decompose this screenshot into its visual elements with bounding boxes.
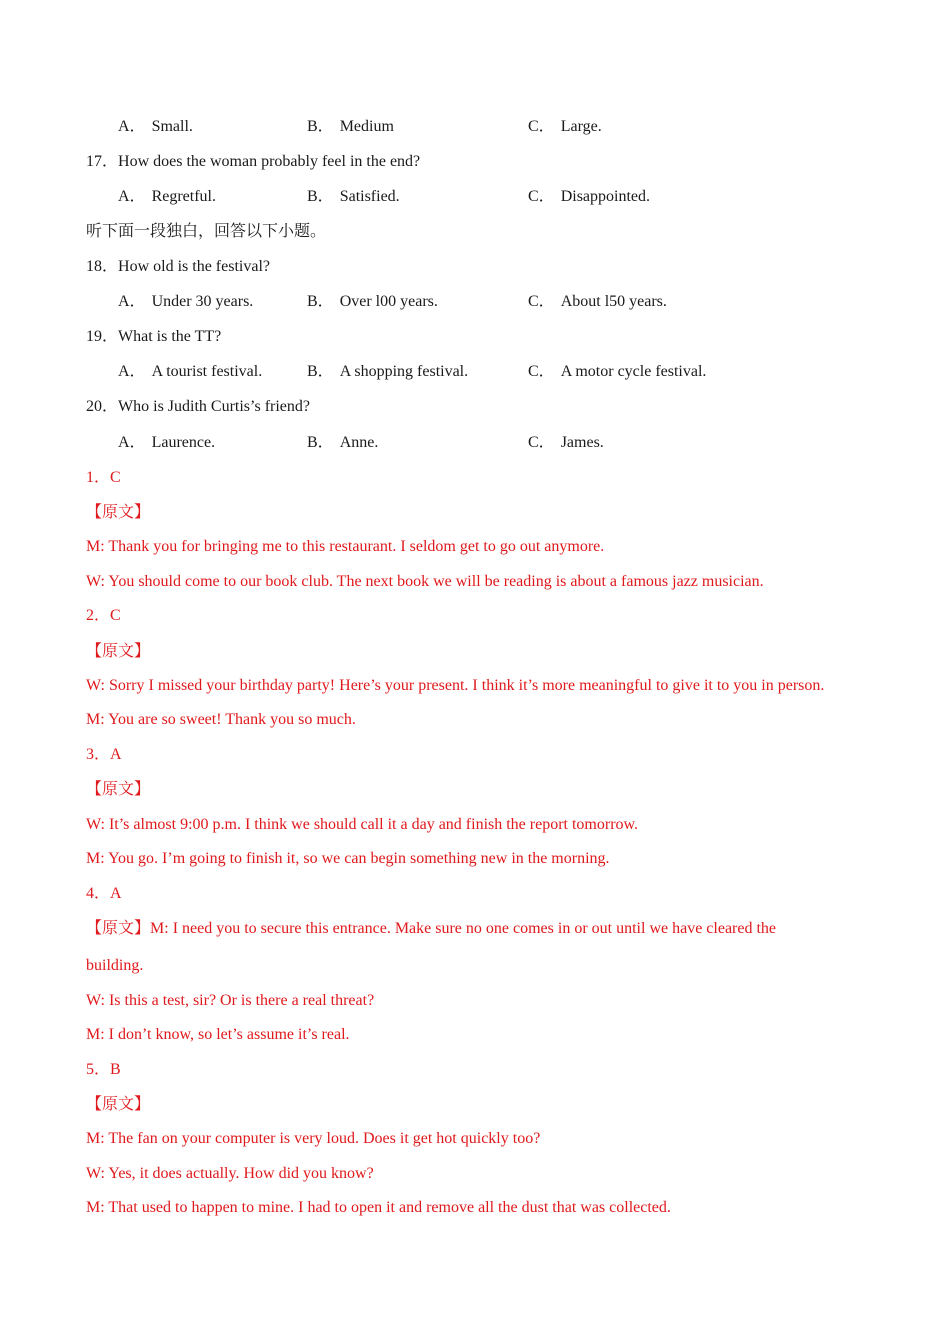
q18-option-a: A． Under 30 years. [118,293,254,310]
answer-4-line-2: W: Is this a test, sir? Or is there a real threat? [86,992,375,1009]
answer-5-number: 5．B [86,1061,121,1078]
answer-2-line-2: M: You are so sweet! Thank you so much. [86,711,356,728]
answer-3-line-2: M: You go. I’m going to finish it, so we can begin something new in the morning. [86,850,610,867]
answer-2-line-1: W: Sorry I missed your birthday party! Here’s your present. I think it’s more meaningful to give it to you in person. [86,677,825,694]
q18-option-c: C． About l50 years. [528,293,667,310]
answer-4-line-3: M: I don’t know, so let’s assume it’s real. [86,1026,350,1043]
section-instruction: 听下面一段独白，回答以下小题。 [86,223,327,240]
answer-3-transcript-label: 【原文】 [86,781,151,798]
answer-5-line-2: W: Yes, it does actually. How did you know? [86,1165,374,1182]
question-17: 17．How does the woman probably feel in the end? [86,153,421,170]
answer-3-line-1: W: It’s almost 9:00 p.m. I think we should call it a day and finish the report tomorrow. [86,816,639,833]
q17-option-b: B． Satisfied. [307,188,400,205]
answer-5-line-1: M: The fan on your computer is very loud. Does it get hot quickly too? [86,1130,541,1147]
answer-4-transcript-label: 【原文】 [86,920,151,937]
answer-1-transcript-label: 【原文】 [86,504,151,521]
question-20: 20．Who is Judith Curtis’s friend? [86,398,310,415]
answer-4-line-1: 【原文】M: I need you to secure this entrance. Make sure no one comes in or out until we have cleared the [86,920,777,937]
q16-option-b: B． Medium [307,118,394,135]
answer-5-line-3: M: That used to happen to mine. I had to open it and remove all the dust that was collected. [86,1199,671,1216]
answer-4-number: 4．A [86,885,122,902]
q20-option-c: C． James. [528,434,604,451]
q18-option-b: B． Over l00 years. [307,293,438,310]
q17-option-a: A． Regretful. [118,188,216,205]
q19-option-b: B． A shopping festival. [307,363,469,380]
answer-3-number: 3．A [86,746,122,763]
q16-option-c: C． Large. [528,118,602,135]
answer-1-line-1: M: Thank you for bringing me to this restaurant. I seldom get to go out anymore. [86,538,605,555]
answer-1-line-2: W: You should come to our book club. The next book we will be reading is about a famous jazz musician. [86,573,764,590]
answer-2-transcript-label: 【原文】 [86,643,151,660]
q17-option-c: C． Disappointed. [528,188,651,205]
q16-option-a: A． Small. [118,118,193,135]
q19-option-a: A． A tourist festival. [118,363,263,380]
question-19: 19．What is the TT? [86,328,222,345]
q20-option-a: A． Laurence. [118,434,216,451]
q19-option-c: C． A motor cycle festival. [528,363,707,380]
q20-option-b: B． Anne. [307,434,379,451]
answer-4-line-1-continued: building. [86,957,144,974]
answer-1-number: 1．C [86,469,121,486]
answer-2-number: 2．C [86,607,121,624]
question-18: 18．How old is the festival? [86,258,270,275]
answer-5-transcript-label: 【原文】 [86,1096,151,1113]
